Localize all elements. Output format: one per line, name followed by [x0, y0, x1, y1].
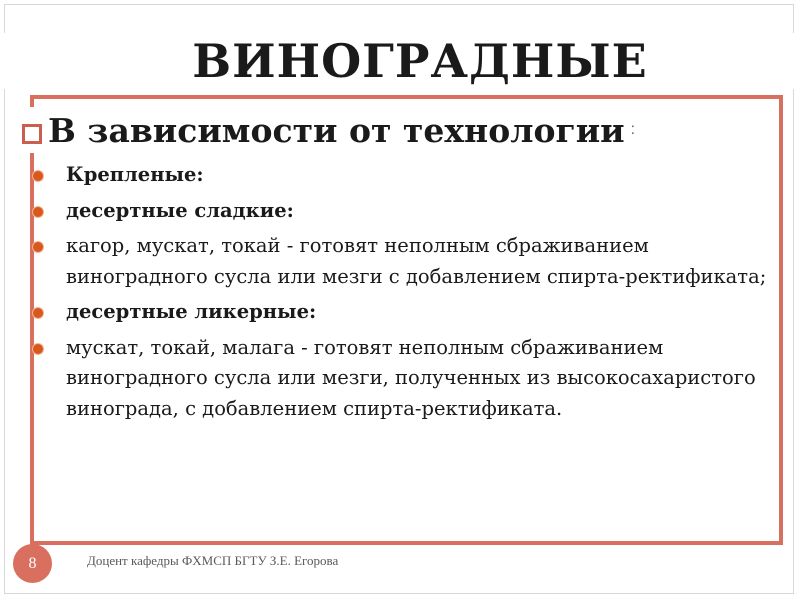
- list-item-text: мускат, токай, малага - готовят неполным сбраживанием виноградного сусла или мезги, полученных из высокосахаристого винограда, с добавлением спирта-ректификата.: [66, 335, 756, 420]
- bullet-dot-icon: [33, 242, 43, 252]
- bullet-dot-icon: [33, 171, 43, 181]
- bullet-list: [30, 160, 770, 429]
- list-item-text: десертные сладкие:: [66, 198, 294, 222]
- list-item: [30, 297, 770, 328]
- list-item: [30, 160, 770, 191]
- list-item-text: Крепленые:: [66, 163, 204, 186]
- slide-title-text: ВИНОГРАДНЫЕ: [182, 34, 657, 88]
- list-item: [30, 231, 770, 292]
- section-heading-text: В зависимости от технологии: [48, 110, 625, 150]
- list-item-text: десертные ликерные:: [66, 300, 317, 323]
- section-heading-colon: :: [630, 121, 636, 138]
- slide-title: [0, 33, 800, 89]
- list-item: [30, 333, 770, 425]
- page-number-badge: 8: [13, 544, 52, 583]
- checkbox-bullet-icon: [22, 124, 42, 144]
- list-item: [30, 196, 770, 227]
- bullet-dot-icon: [33, 308, 43, 318]
- bullet-dot-icon: [33, 344, 43, 354]
- footer-caption: Доцент кафедры ФХМСП БГТУ З.Е. Егорова: [87, 553, 339, 568]
- list-item-text: кагор, мускат, токай - готовят неполным сбраживанием виноградного сусла или мезги с добавлением спирта-ректификата;: [66, 234, 767, 288]
- bullet-dot-icon: [33, 207, 43, 217]
- section-heading: [22, 107, 641, 153]
